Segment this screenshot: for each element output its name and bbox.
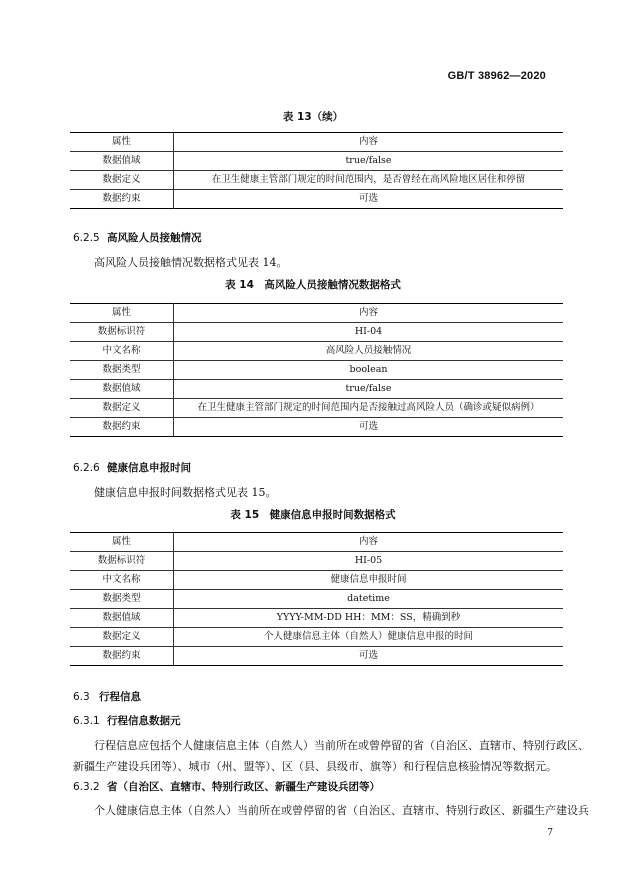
section-title: 高风险人员接触情况 xyxy=(107,232,202,244)
section-6-3-1-text-line2: 新疆生产建设兵团等）、城市（州、盟等）、区（县、县级市、旗等）和行程信息核验情况等数据元。 xyxy=(73,760,557,773)
section-6-3-heading xyxy=(73,689,141,704)
section-6-3-1-heading xyxy=(73,713,181,728)
section-6-2-6-text: 健康信息申报时间数据格式见表 15。 xyxy=(94,486,277,499)
table-row xyxy=(70,171,563,190)
section-number: 6.3 xyxy=(73,691,90,703)
table-row xyxy=(70,609,563,628)
section-6-3-2-heading xyxy=(73,779,380,794)
row-attribute: 数据定义 xyxy=(70,171,174,190)
section-6-3-2-text: 个人健康信息主体（自然人）当前所在或曾停留的省（自治区、直辖市、特别行政区、新疆生产建设兵 xyxy=(94,804,589,817)
row-content: 可选 xyxy=(174,418,564,437)
row-content: YYYY-MM-DD HH：MM：SS，精确到秒 xyxy=(174,609,564,628)
header-cell-attribute: 属性 xyxy=(70,133,174,152)
table-row xyxy=(70,552,563,571)
table-header-row xyxy=(70,304,563,323)
row-attribute: 数据值域 xyxy=(70,609,174,628)
row-content: 在卫生健康主管部门规定的时间范围内是否接触过高风险人员（确诊或疑似病例） xyxy=(174,399,564,418)
row-attribute: 数据标识符 xyxy=(70,323,174,342)
section-number: 6.2.6 xyxy=(73,462,100,474)
row-attribute: 数据值域 xyxy=(70,152,174,171)
section-title: 健康信息申报时间 xyxy=(107,462,191,474)
section-6-2-6-heading xyxy=(73,460,191,475)
table-row xyxy=(70,342,563,361)
table-row xyxy=(70,380,563,399)
table-row xyxy=(70,323,563,342)
row-content: datetime xyxy=(174,590,564,609)
table-row xyxy=(70,590,563,609)
row-content: 健康信息申报时间 xyxy=(174,571,564,590)
header-cell-content: 内容 xyxy=(174,304,564,323)
row-attribute: 数据约束 xyxy=(70,647,174,666)
table-header-row xyxy=(70,533,563,552)
header-cell-attribute: 属性 xyxy=(70,533,174,552)
row-content: 个人健康信息主体（自然人）健康信息申报的时间 xyxy=(174,628,564,647)
standard-number: GB/T 38962—2020 xyxy=(447,70,546,82)
table-row xyxy=(70,190,563,209)
row-content: 在卫生健康主管部门规定的时间范围内，是否曾经在高风险地区居住和停留 xyxy=(174,171,564,190)
row-attribute: 数据约束 xyxy=(70,418,174,437)
row-content: HI-05 xyxy=(174,552,564,571)
section-number: 6.3.1 xyxy=(73,715,100,727)
table-row xyxy=(70,628,563,647)
section-number: 6.3.2 xyxy=(73,781,100,793)
row-content: true/false xyxy=(174,380,564,399)
section-title: 行程信息数据元 xyxy=(107,715,181,727)
row-attribute: 数据定义 xyxy=(70,628,174,647)
row-attribute: 数据标识符 xyxy=(70,552,174,571)
table-header-row xyxy=(70,133,563,152)
row-content: 可选 xyxy=(174,190,564,209)
table-row xyxy=(70,361,563,380)
table-13-caption: 表 13（续） xyxy=(282,111,344,123)
section-title: 行程信息 xyxy=(99,691,141,703)
table-15-caption: 表 15 健康信息申报时间数据格式 xyxy=(230,509,396,521)
table-row xyxy=(70,152,563,171)
table-row xyxy=(70,571,563,590)
header-cell-content: 内容 xyxy=(174,533,564,552)
row-attribute: 数据约束 xyxy=(70,190,174,209)
section-6-2-5-text: 高风险人员接触情况数据格式见表 14。 xyxy=(94,256,288,269)
row-content: 可选 xyxy=(174,647,564,666)
row-content: HI-04 xyxy=(174,323,564,342)
header-cell-content: 内容 xyxy=(174,133,564,152)
row-content: true/false xyxy=(174,152,564,171)
row-attribute: 中文名称 xyxy=(70,342,174,361)
page-number: 7 xyxy=(547,828,553,838)
row-attribute: 数据类型 xyxy=(70,590,174,609)
table-14 xyxy=(70,303,563,437)
header-cell-attribute: 属性 xyxy=(70,304,174,323)
row-content: 高风险人员接触情况 xyxy=(174,342,564,361)
table-15 xyxy=(70,532,563,666)
row-attribute: 数据定义 xyxy=(70,399,174,418)
row-attribute: 中文名称 xyxy=(70,571,174,590)
table-row xyxy=(70,647,563,666)
row-attribute: 数据类型 xyxy=(70,361,174,380)
section-number: 6.2.5 xyxy=(73,232,100,244)
table-13 xyxy=(70,132,563,209)
row-content: boolean xyxy=(174,361,564,380)
table-row xyxy=(70,399,563,418)
row-attribute: 数据值域 xyxy=(70,380,174,399)
section-6-3-1-text-line1: 行程信息应包括个人健康信息主体（自然人）当前所在或曾停留的省（自治区、直辖市、特别行政区、 xyxy=(94,739,589,752)
table-row xyxy=(70,418,563,437)
section-6-2-5-heading xyxy=(73,230,202,245)
table-14-caption: 表 14 高风险人员接触情况数据格式 xyxy=(225,279,401,291)
section-title: 省（自治区、直辖市、特别行政区、新疆生产建设兵团等） xyxy=(107,781,380,793)
